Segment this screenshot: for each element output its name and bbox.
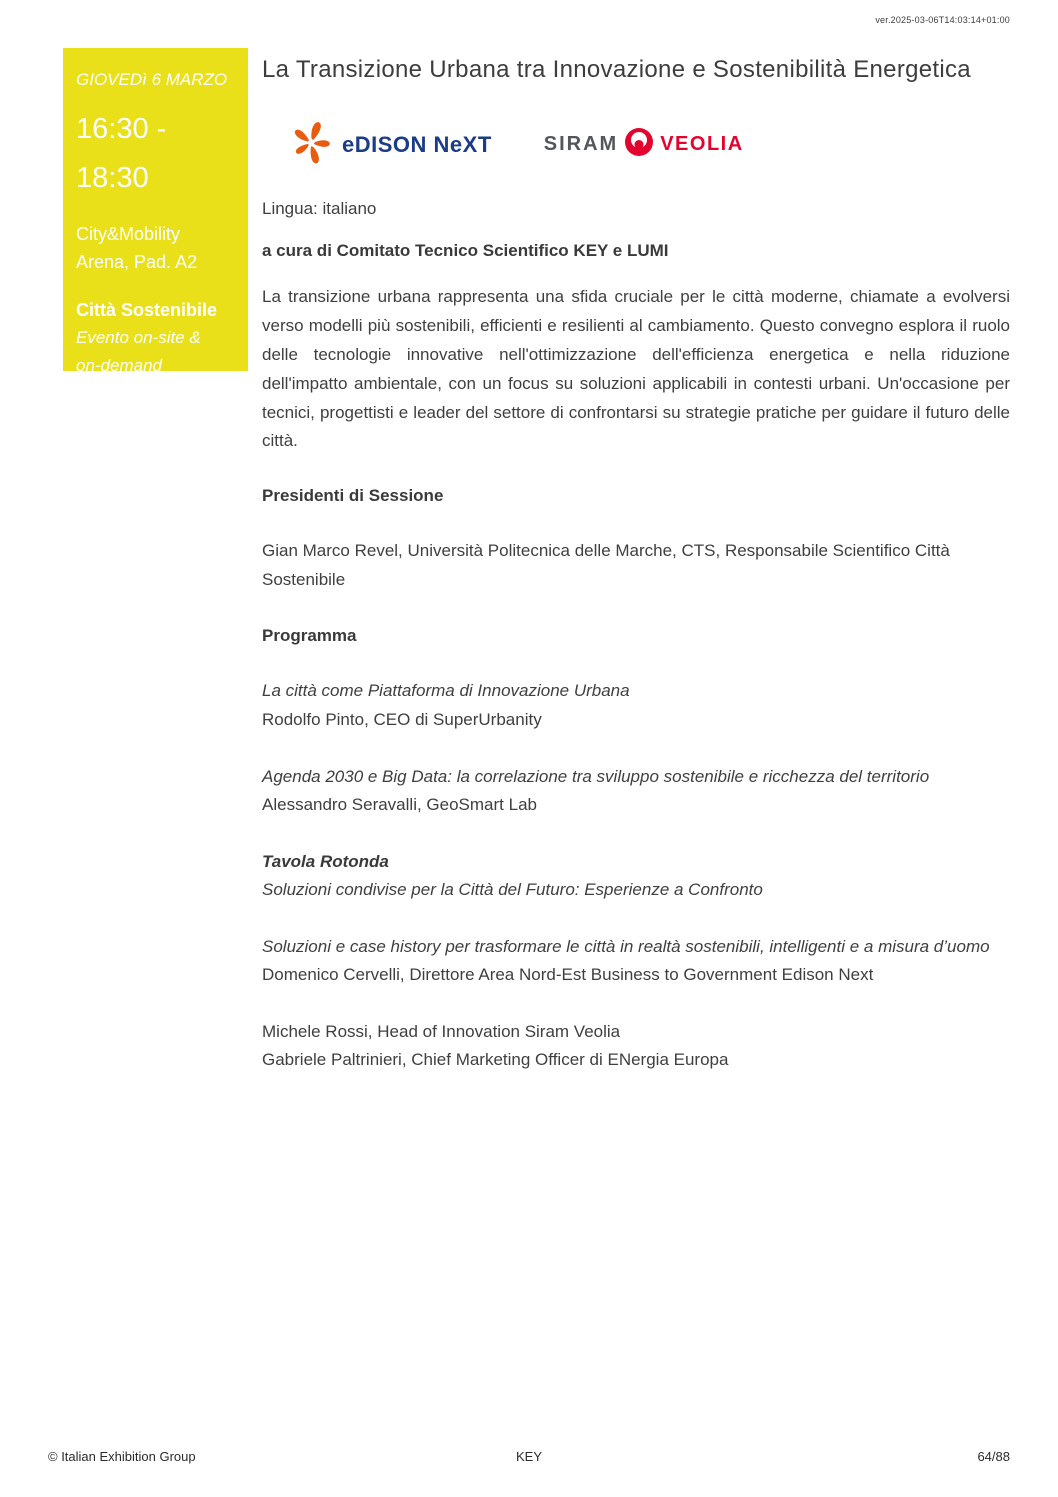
event-mode-line1: Evento on-site & <box>76 328 201 348</box>
event-location-line2: Arena, Pad. A2 <box>76 252 198 273</box>
round-table-title: Soluzioni condivise per la Città del Futuro: Esperienze a Confronto <box>262 880 763 900</box>
curator-line: a cura di Comitato Tecnico Scientifico KEY e LUMI <box>262 240 669 260</box>
main-content <box>262 52 1010 1103</box>
event-mode-line2: on-demand <box>76 355 163 375</box>
program-item-speaker: Gabriele Paltrinieri, Chief Marketing Officer di ENergia Europa <box>262 1050 729 1070</box>
program-item-title: Soluzioni e case history per trasformare le città in realtà sostenibili, intelligenti e a misura d’uomo <box>262 936 990 956</box>
edison-next-wordmark: eDISON NeXT <box>342 131 492 157</box>
veolia-eye-icon <box>624 127 654 162</box>
program-heading: Programma <box>262 626 357 646</box>
event-location <box>76 221 235 277</box>
event-location-line1: City&Mobility <box>76 224 181 245</box>
round-table-heading: Tavola Rotonda <box>262 851 389 871</box>
event-time-end: 18:30 <box>76 161 149 194</box>
event-time-start: 16:30 - <box>76 112 167 145</box>
program-item-speaker: Domenico Cervelli, Direttore Area Nord-Est Business to Government Edison Next <box>262 965 874 985</box>
presidents-heading: Presidenti di Sessione <box>262 486 444 506</box>
page-title: La Transizione Urbana tra Innovazione e Sostenibilità Energetica <box>262 56 971 83</box>
program-item <box>262 1018 1010 1075</box>
language-line: Lingua: italiano <box>262 198 377 218</box>
siram-wordmark: SIRAM <box>543 133 619 156</box>
footer-page-number: 64/88 <box>977 1449 1010 1464</box>
sponsor-logos <box>288 119 1010 171</box>
program-item-speaker: Rodolfo Pinto, CEO di SuperUrbanity <box>262 710 542 730</box>
page-footer <box>48 1449 1010 1465</box>
veolia-wordmark: VEOLIA <box>660 133 744 156</box>
program-item-speaker: Alessandro Seravalli, GeoSmart Lab <box>262 795 537 815</box>
edison-next-logo <box>288 119 492 170</box>
version-text: ver.2025-03-06T14:03:14+01:00 <box>875 15 1010 25</box>
siram-veolia-logo <box>544 127 744 162</box>
program-item <box>262 763 1010 820</box>
event-date: GIOVEDì 6 MARZO <box>76 70 228 89</box>
program-item-title: La città come Piattaforma di Innovazione Urbana <box>262 681 630 701</box>
program-item-speaker: Michele Rossi, Head of Innovation Siram Veolia <box>262 1021 621 1041</box>
event-category: Città Sostenibile <box>76 300 218 321</box>
presidents-text: Gian Marco Revel, Università Politecnica delle Marche, CTS, Responsabile Scientifico Città Sostenibile <box>262 541 950 589</box>
clicca-qui-link[interactable]: Clicca qui <box>76 381 157 401</box>
edison-next-pinwheel-icon <box>288 119 334 170</box>
program-item <box>262 933 1010 990</box>
event-description: La transizione urbana rappresenta una sfida cruciale per le città moderne, chiamate a evolversi verso modelli più sostenibili, efficienti e resilienti al cambiamento. Questo convegno esplora il ruolo delle tecnologie innovative nell'ottimizzazione dell'efficienza energetica e nella riduzione dell'impatto ambientale, con un focus su soluzioni applicabili in contesti urbani. Un'occasione per tecnici, progettisti e leader del settore di confrontarsi su strategie pratiche per guidare il futuro delle città. <box>262 286 1010 451</box>
footer-event-name: KEY <box>515 1449 543 1464</box>
program-item-title: Agenda 2030 e Big Data: la correlazione tra sviluppo sostenibile e ricchezza del territorio <box>262 766 930 786</box>
program-item <box>262 848 1010 905</box>
program-item <box>262 677 1010 734</box>
footer-copyright: © Italian Exhibition Group <box>48 1449 196 1464</box>
event-info-box <box>63 48 248 401</box>
